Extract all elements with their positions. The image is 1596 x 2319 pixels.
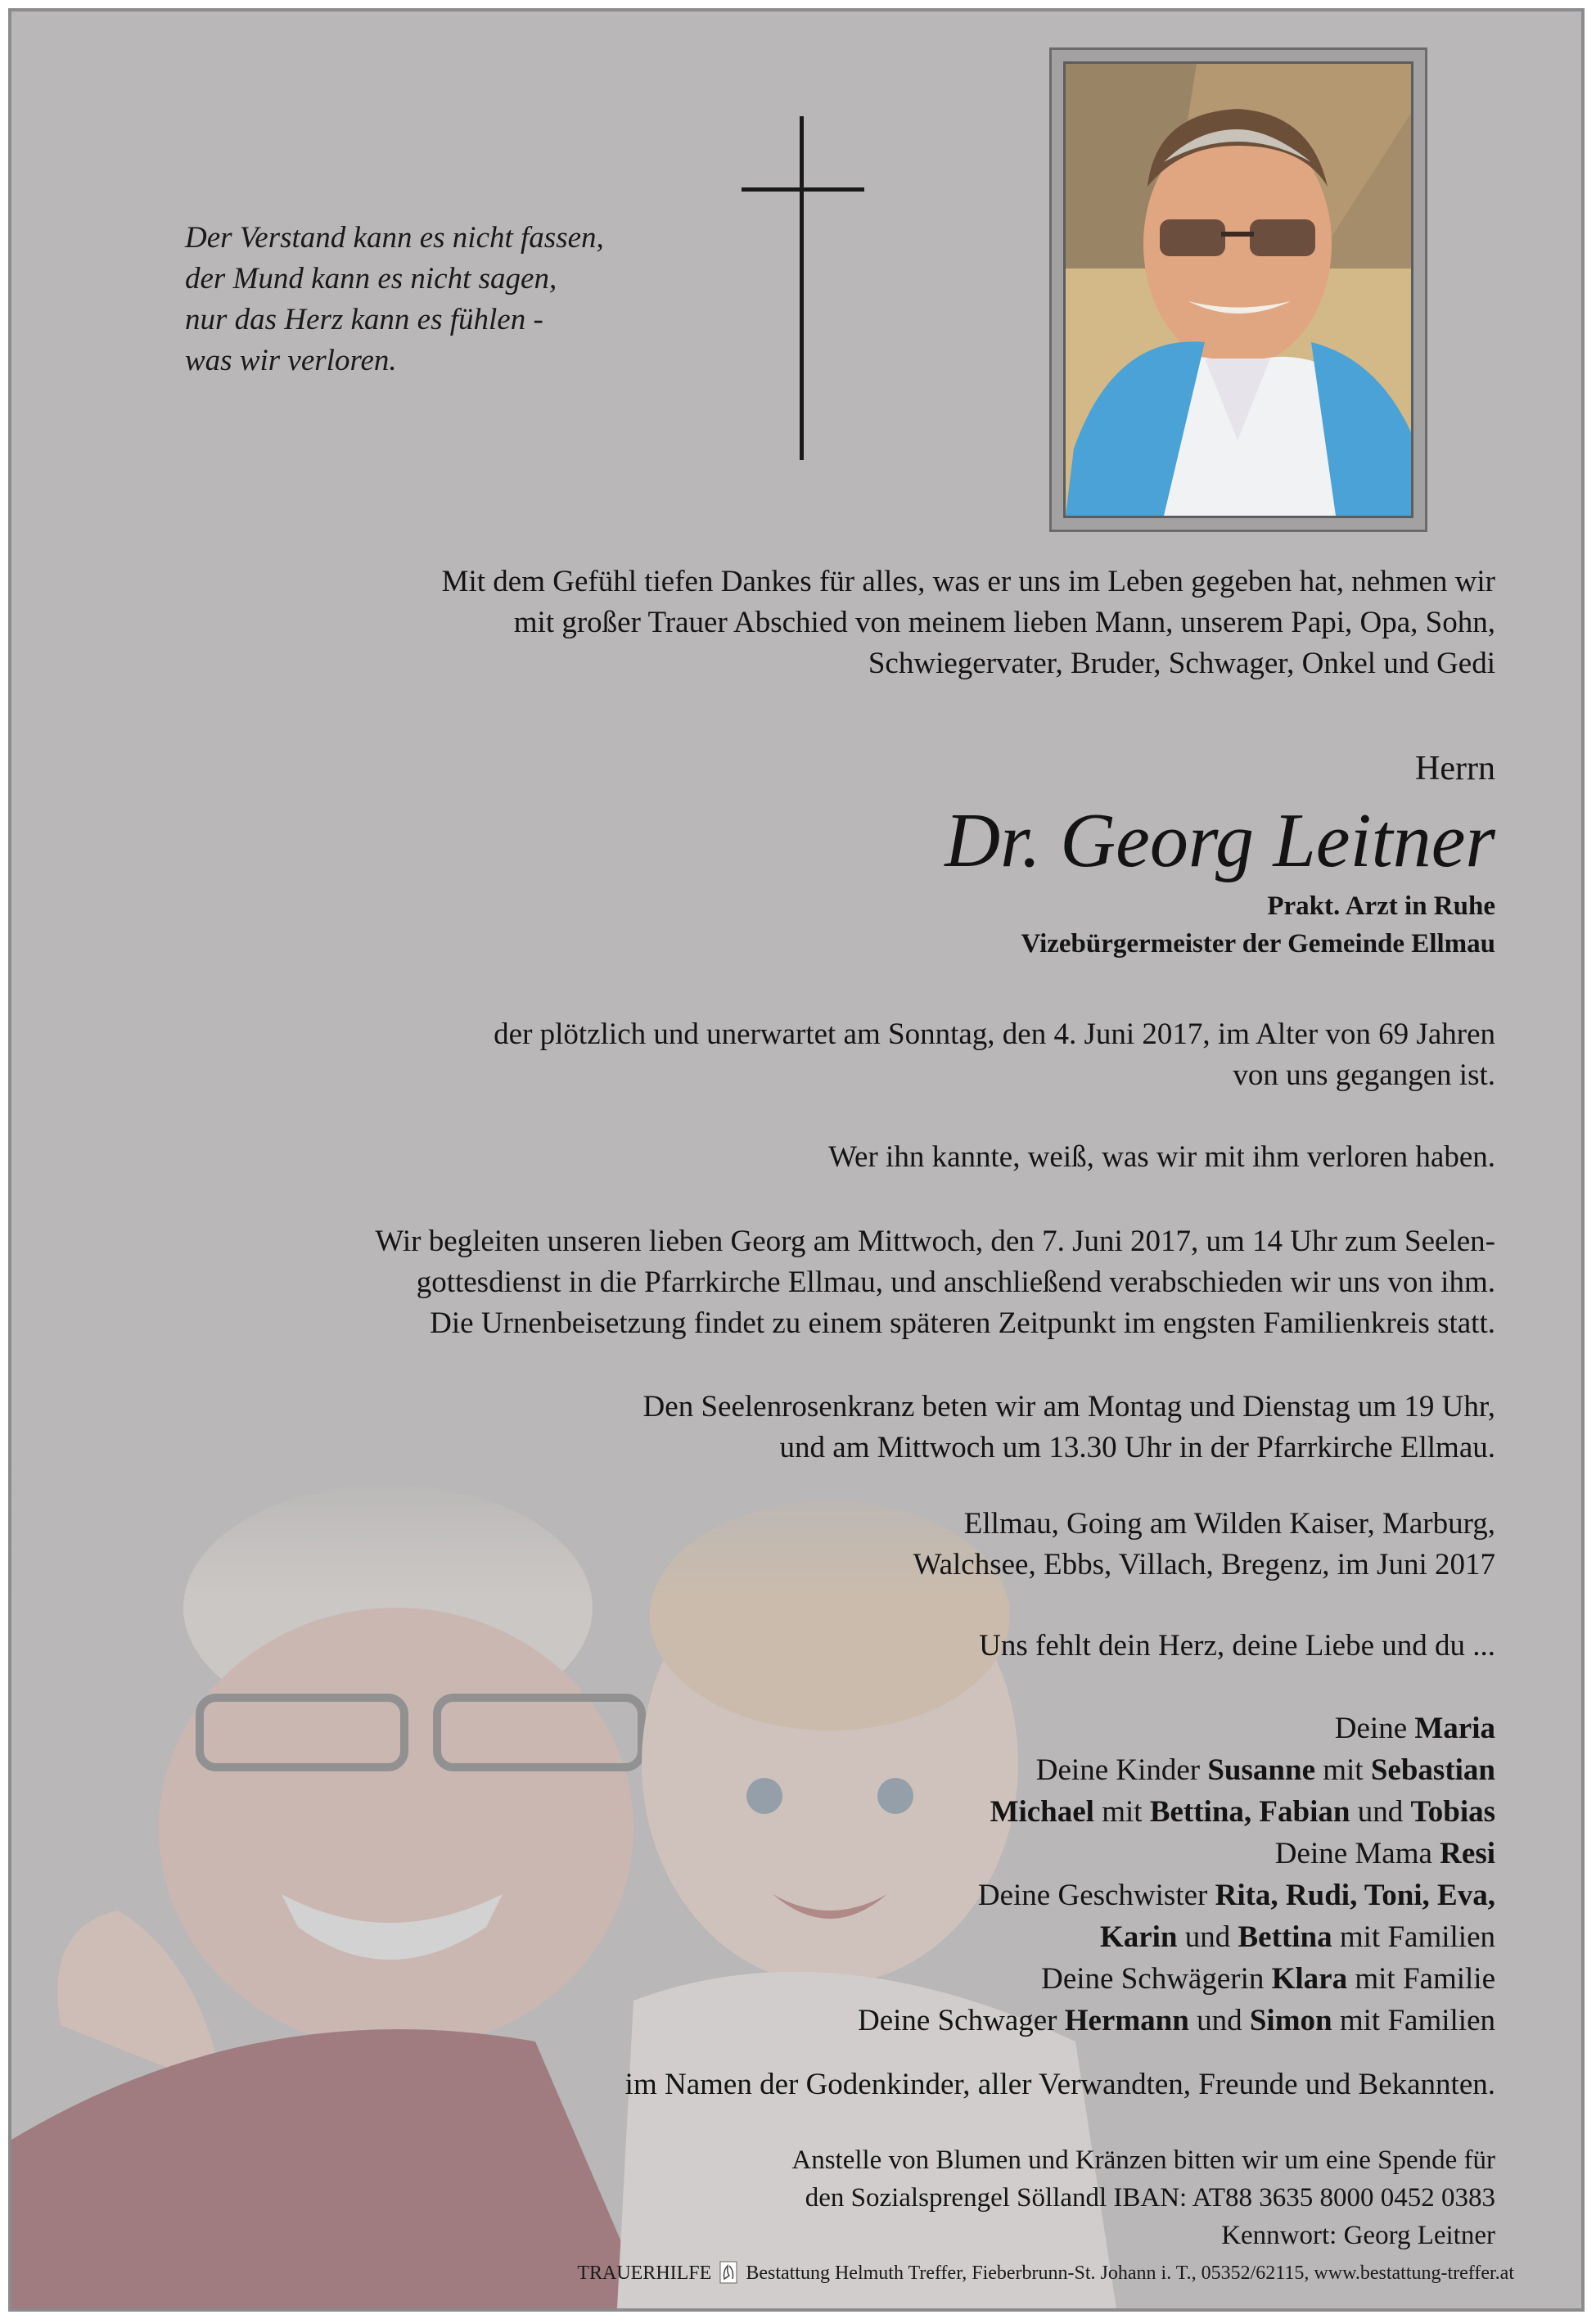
portrait-photo [1063,61,1413,518]
deceased-name: Dr. Georg Leitner [945,798,1495,883]
rosary-paragraph [643,1387,1495,1469]
funeral-line: gottesdienst in die Pfarrkirche Ellmau, und anschließend verabschieden wir uns von ihm. [416,1266,1495,1299]
intro-line: Mit dem Gefühl tiefen Dankes für alles, was er uns im Leben gegeben hat, nehmen wir [441,565,1495,598]
mourner-line: Deine Kinder Susanne mit Sebastian [1035,1753,1495,1787]
death-notice-line: von uns gegangen ist. [1233,1058,1495,1092]
donation-notice [791,2141,1495,2254]
quote-line: was wir verloren. [185,344,397,377]
donation-line: Anstelle von Blumen und Kränzen bitten wir um eine Spende für [791,2145,1495,2175]
donation-line: den Sozialsprengel Söllandl IBAN: AT88 3635 8000 0452 0383 [805,2183,1495,2213]
mourner-line: Deine Geschwister Rita, Rudi, Toni, Eva, [977,1879,1495,1912]
mourner-line: Deine Schwägerin Klara mit Familie [1041,1962,1495,1996]
mourner-line: Deine Schwager Hermann und Simon mit Familien [858,2004,1495,2037]
portrait-frame [1049,47,1427,532]
rosary-line: Den Seelenrosenkranz beten wir am Montag und Dienstag um 19 Uhr, [642,1390,1495,1423]
portrait-illustration [1066,64,1411,516]
title-line: Prakt. Arzt in Ruhe [1267,891,1495,921]
funeral-home-footer [577,2261,1514,2285]
places-line: Ellmau, Going am Wilden Kaiser, Marburg, [963,1507,1495,1541]
intro-line: Schwiegervater, Bruder, Schwager, Onkel und Gedi [868,647,1495,680]
funeral-line: Wir begleiten unseren lieben Georg am Mittwoch, den 7. Juni 2017, um 14 Uhr zum Seelen- [375,1225,1495,1258]
quote-line: Der Verstand kann es nicht fassen, [185,221,604,255]
intro-line: mit großer Trauer Abschied von meinem lieben Mann, unserem Papi, Opa, Sohn, [513,606,1495,639]
cross-horizontal-bar [742,187,864,192]
intro-paragraph [442,562,1495,684]
remembrance-line: Wer ihn kannte, weiß, was wir mit ihm verloren haben. [828,1140,1495,1174]
quote-line: der Mund kann es nicht sagen, [185,262,557,296]
mourner-line: Karin und Bettina mit Familien [1099,1920,1495,1954]
mourners-list [858,1708,1495,2042]
footer-brand: TRAUERHILFE [577,2263,712,2284]
death-notice-line: der plötzlich und unerwartet am Sonntag, den 4. Juni 2017, im Alter von 69 Jahren [494,1017,1495,1051]
title-line: Vizebürgermeister der Gemeinde Ellmau [1021,929,1495,959]
obituary-frame [8,8,1585,2312]
quote-line: nur das Herz kann es fühlen - [185,303,543,336]
footer-text: Bestattung Helmuth Treffer, Fieberbrunn-St. Johann i. T., 05352/62115, www.bestattung-treffer.at [746,2263,1514,2284]
death-notice [494,1014,1495,1096]
funeral-paragraph [375,1221,1495,1344]
mourner-line: Deine Mama Resi [1274,1837,1495,1870]
farewell-line: Uns fehlt dein Herz, deine Liebe und du ... [979,1629,1495,1663]
honorific: Herrn [1415,750,1495,787]
donation-line: Kennwort: Georg Leitner [1221,2221,1495,2250]
mourner-line: Deine Maria [1334,1712,1495,1745]
cross-vertical-bar [800,116,804,460]
deceased-titles [1021,887,1495,963]
hands-logo-icon [719,2261,737,2284]
mourner-line: Michael mit Bettina, Fabian und Tobias [990,1795,1495,1829]
memorial-quote [185,218,709,381]
on-behalf-line: im Namen der Godenkinder, aller Verwandten, Freunde und Bekannten. [624,2068,1495,2101]
places-line: Walchsee, Ebbs, Villach, Bregenz, im Juni 2017 [913,1548,1495,1581]
funeral-line: Die Urnenbeisetzung findet zu einem späteren Zeitpunkt im engsten Familienkreis statt. [430,1306,1495,1340]
rosary-line: und am Mittwoch um 13.30 Uhr in der Pfarrkirche Ellmau. [779,1431,1495,1464]
places-paragraph [913,1504,1495,1586]
